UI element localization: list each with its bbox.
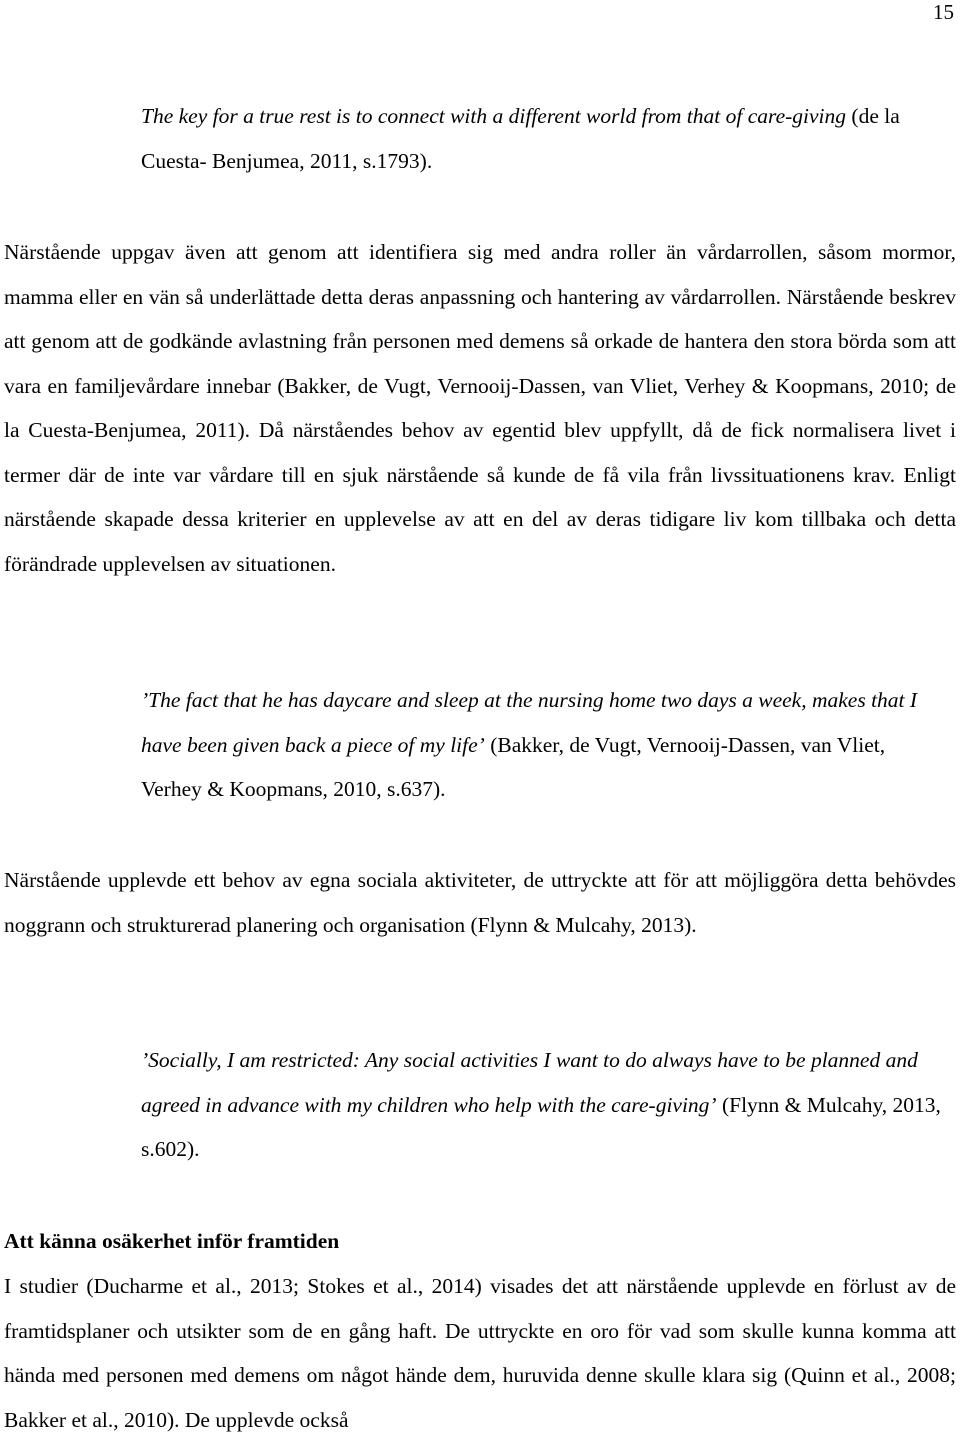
quote-citation: (de la Cuesta- Benjumea, 2011, s.1793). [141,104,900,173]
block-quote-social-restriction [141,1038,947,1172]
body-paragraph-social-activities: Närstående upplevde ett behov av egna sociala aktiviteter, de uttryckte att för att möjliggöra detta behövdes noggrann och strukturerad planering och organisation (Flynn & Mulcahy, 2013). [4,868,956,937]
page-number: 15 [933,0,954,24]
quote-text: ’Socially, I am restricted: Any social activities I want to do always have to be planned and agreed in advance with my children who help with the care-giving’ [141,1048,918,1117]
quote-text: ’The fact that he has daycare and sleep at the nursing home two days a week, makes that I have been given back a piece of my life’ [141,688,918,757]
quote-citation: (Flynn & Mulcahy, 2013, s.602). [141,1092,941,1161]
body-paragraph-future-uncertainty: I studier (Ducharme et al., 2013; Stokes et al., 2014) visades det att närstående upplevde en förlust av de framtidsplaner och utsikter som de en gång haft. De uttryckte en oro för vad som skulle kunna komma att hända med personen med demens om något hände dem, huruvida denne skulle klara sig (Quinn et al., 2008; Bakker et al., 2010). De upplevde också [4,1274,956,1432]
block-quote-caregiving-rest [141,94,947,183]
body-paragraph-roles: Närstående uppgav även att genom att identifiera sig med andra roller än vårdarrollen, såsom mormor, mamma eller en vän så underlättade detta deras anpassning och hantering av vårdarrollen. Närstående beskrev att genom att de godkände avlastning från personen med demens så orkade de hantera den stora börda som att vara en familjevårdare innebar (Bakker, de Vugt, Vernooij-Dassen, van Vliet, Verhey & Koopmans, 2010; de la Cuesta-Benjumea, 2011). Då närståendes behov av egentid blev uppfyllt, då de fick normalisera livet i termer där de inte var vårdare till en sjuk närstående så kunde de få vila från livssituationens krav. Enligt närstående skapade dessa kriterier en upplevelse av att en del av deras tidigare liv kom tillbaka och detta förändrade upplevelsen av situationen. [4,240,956,576]
quote-citation: (Bakker, de Vugt, Vernooij-Dassen, van Vliet, Verhey & Koopmans, 2010, s.637). [141,732,886,801]
section-heading: Att känna osäkerhet inför framtiden [4,1229,340,1253]
quote-text: The key for a true rest is to connect with a different world from that of care-giving [141,104,847,128]
block-quote-daycare [141,678,947,812]
